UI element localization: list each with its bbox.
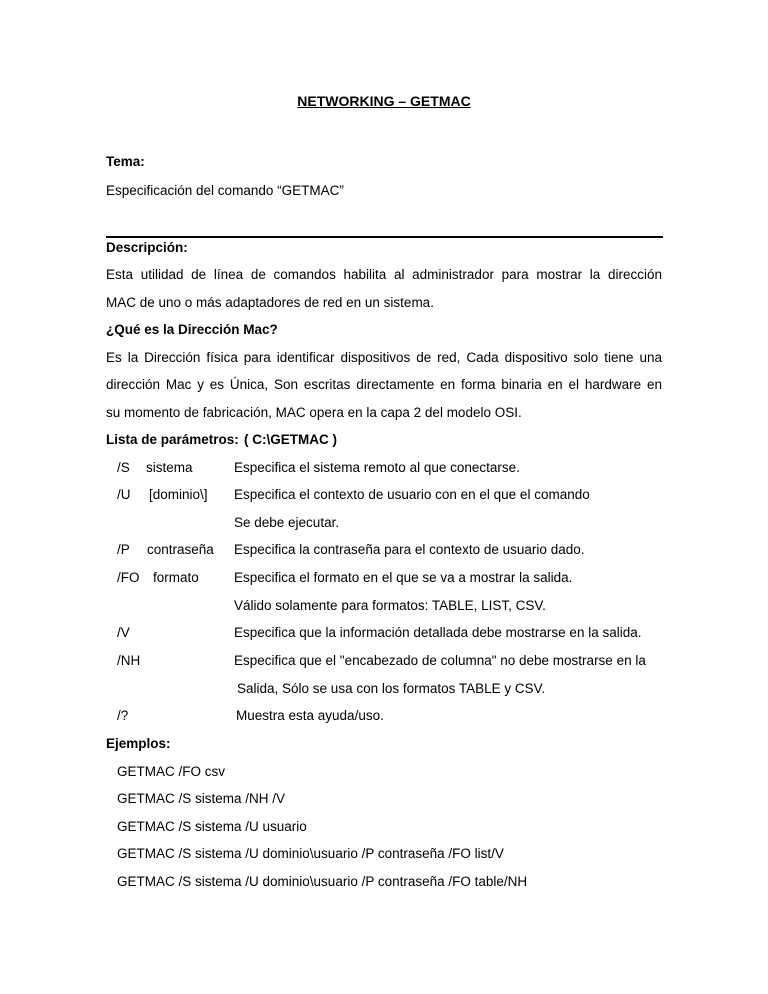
param-desc: Especifica el contexto de usuario con en el que el comando <box>234 487 590 502</box>
parametros-heading: Lista de parámetros: <box>106 432 239 447</box>
param-flag: /FO <box>117 570 140 585</box>
tema-label: Tema: <box>106 154 145 169</box>
param-flag: /P <box>117 542 130 557</box>
que-es-line-3: su momento de fabricación, MAC opera en la capa 2 del modelo OSI. <box>106 405 522 420</box>
param-desc: Muestra esta ayuda/uso. <box>236 708 384 723</box>
param-desc: Especifica la contraseña para el contexto de usuario dado. <box>234 542 585 557</box>
param-flag: /? <box>117 708 129 723</box>
ejemplos-heading: Ejemplos: <box>106 736 171 751</box>
param-desc: Especifica el formato en el que se va a mostrar la salida. <box>234 570 573 585</box>
example-line: GETMAC /S sistema /U dominio\usuario /P contraseña /FO table/NH <box>117 874 528 889</box>
que-es-line-1: Es la Dirección física para identificar dispositivos de red, Cada dispositivo solo tiene una <box>106 350 662 365</box>
param-desc-continued: Válido solamente para formatos: TABLE, LIST, CSV. <box>234 598 546 613</box>
param-desc-continued: Se debe ejecutar. <box>234 515 340 530</box>
param-arg: [dominio\] <box>149 487 208 502</box>
descripcion-label: Descripción: <box>106 240 188 255</box>
que-es-line-2: dirección Mac y es Única, Son escritas directamente en forma binaria en el hardware en <box>106 377 662 392</box>
param-desc: Especifica que la información detallada debe mostrarse en la salida. <box>234 625 642 640</box>
param-desc: Especifica que el "encabezado de columna" no debe mostrarse en la <box>234 653 646 668</box>
param-arg: contraseña <box>147 542 214 557</box>
param-flag: /U <box>117 487 131 502</box>
descripcion-line-1: Esta utilidad de línea de comandos habilita al administrador para mostrar la dirección <box>106 267 662 282</box>
param-flag: /NH <box>117 653 141 668</box>
param-desc-continued: Salida, Sólo se usa con los formatos TABLE y CSV. <box>237 681 546 696</box>
example-line: GETMAC /S sistema /U dominio\usuario /P contraseña /FO list/V <box>117 846 504 861</box>
horizontal-rule <box>106 236 663 238</box>
param-arg: formato <box>153 570 199 585</box>
example-line: GETMAC /S sistema /NH /V <box>117 791 286 806</box>
parametros-command: ( C:\GETMAC ) <box>244 432 337 447</box>
document-title: NETWORKING – GETMAC <box>297 93 471 109</box>
descripcion-line-2: MAC de uno o más adaptadores de red en un sistema. <box>106 295 434 310</box>
param-flag: /S <box>117 460 130 475</box>
tema-text: Especificación del comando “GETMAC” <box>106 183 344 198</box>
param-flag: /V <box>117 625 130 640</box>
que-es-heading: ¿Qué es la Dirección Mac? <box>106 322 278 337</box>
example-line: GETMAC /S sistema /U usuario <box>117 819 307 834</box>
example-line: GETMAC /FO csv <box>117 764 225 779</box>
param-desc: Especifica el sistema remoto al que conectarse. <box>234 460 520 475</box>
param-arg: sistema <box>146 460 193 475</box>
